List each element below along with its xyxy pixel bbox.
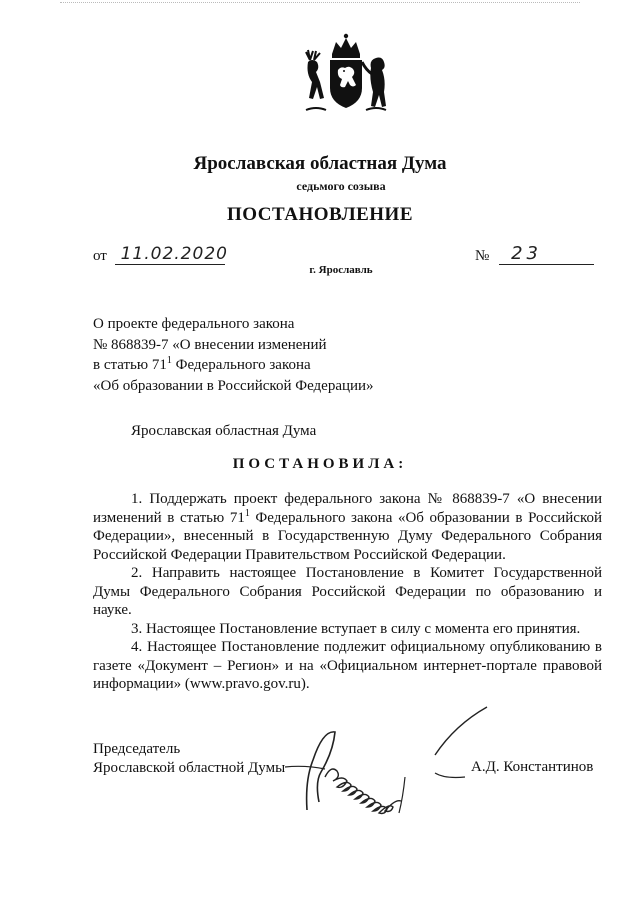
date-line [115,244,228,265]
subject-line [93,355,413,376]
resolution-item-3: 3. Настоящее Постановление вступает в силу с момента его принятия. [131,620,581,637]
handwritten-number: 23 [511,243,542,264]
number-field [475,243,594,265]
number-line [499,243,594,265]
resolution-item-4: 4. Настоящее Постановление подлежит официальному опубликованию в газете «Документ – Регион» и на «Официальном интернет-портале правовой информации» (www.pravo.gov.ru). [93,639,602,692]
superscript: 1 [244,507,250,519]
date-prefix: от [93,248,107,264]
signatory-title [93,740,285,778]
number-prefix: № [475,248,490,264]
resolved-heading: ПОСТАНОВИЛА: [232,456,408,472]
city-label: г. Ярославль [309,264,373,276]
item-text: 1. Поддержать проект федерального закона № 868839-7 «О внесении изменений в статью 71 [93,491,602,526]
handwritten-date: 11.02.2020 [120,244,228,264]
organization-name: Ярославская областная Дума [193,153,447,174]
date-field [93,244,228,265]
signatory-name: А.Д. Константинов [471,759,594,775]
signatory-title-line: Ярославской областной Думы [93,760,286,776]
document-type-title: ПОСТАНОВЛЕНИЕ [226,204,414,225]
subject-line: «Об образовании в Российской Федерации» [93,377,374,394]
resolution-item-1 [93,490,602,564]
superscript: 1 [166,355,172,366]
subject-line: № 868839-7 «О внесении изменений [93,336,327,353]
resolution-item-2: 2. Направить настоящее Постановление в Комитет Государственной Думы Федерального Собрания Российской Федерации по образованию и науке. [93,565,602,618]
convocation-label: седьмого созыва [296,179,386,193]
coat-of-arms-emblem [296,30,396,130]
preamble: Ярославская областная Дума [131,423,317,439]
item-text: Федерального закона «Об образовании в Российской Федерации», внесенный в Государственную Думу Федерального Собрания Российской Федерации Правительством Российской Федерации. [93,509,602,563]
scan-edge-rule [60,2,580,3]
handwritten-signature [285,705,500,820]
subject-line: О проекте федерального закона [93,316,295,332]
subject-text: в статью 71 [93,357,167,373]
signatory-title-line: Председатель [93,741,181,757]
resolution-items [93,490,602,694]
subject-text: Федерального закона [171,357,311,373]
document-subject [93,314,413,396]
